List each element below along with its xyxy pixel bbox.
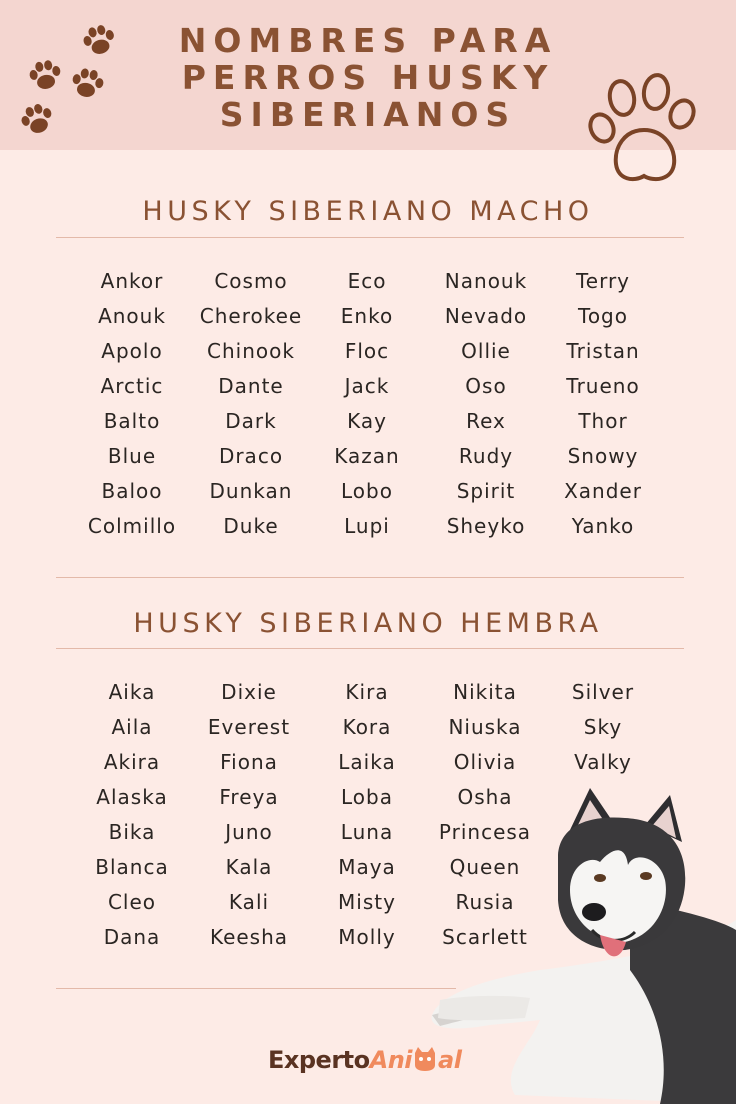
list-item: Rusia [455,890,515,914]
list-item: Luna [340,820,394,844]
list-item: Fiona [220,750,278,774]
list-item: Scarlett [442,925,528,949]
list-item: Niuska [448,715,522,739]
section-title-hembra: HUSKY SIBERIANO HEMBRA [133,608,603,639]
logo-text-part-1: Experto [268,1046,370,1074]
list-item: Togo [578,304,628,328]
list-item: Aika [108,680,156,704]
list-item: Enko [340,304,394,328]
husky-dog-illustration [420,770,736,1104]
experto-animal-logo [268,1046,461,1074]
list-item: Xander [564,479,642,503]
list-item: Laika [338,750,396,774]
list-item: Oso [465,374,507,398]
list-item: Arctic [100,374,164,398]
divider [56,577,684,578]
paw-print-icon [67,65,106,102]
list-item: Nikita [453,680,517,704]
list-item: Colmillo [87,514,177,538]
list-item: Loba [341,785,393,809]
list-item: Rudy [458,444,514,468]
name-column [533,675,673,780]
list-item: Kala [225,855,273,879]
list-item: Kora [342,715,392,739]
page-title-line-1: NOMBRES PARA [178,21,558,60]
list-item: Nanouk [444,269,528,293]
list-item: Duke [223,514,279,538]
list-item: Maya [338,855,396,879]
list-item: Lobo [341,479,393,503]
list-item: Rex [466,409,506,433]
logo-text-part-2: Ani [369,1046,413,1074]
list-item: Alaska [96,785,168,809]
divider [56,648,684,649]
list-item: Dana [103,925,161,949]
list-item: Apolo [101,339,163,363]
section-title-macho: HUSKY SIBERIANO MACHO [142,196,594,227]
list-item: Molly [338,925,396,949]
list-item: Aila [111,715,153,739]
list-item: Tristan [566,339,640,363]
list-item: Sheyko [446,514,526,538]
list-item: Dunkan [209,479,293,503]
list-item: Draco [218,444,284,468]
list-item: Trueno [566,374,640,398]
list-item: Cosmo [214,269,288,293]
list-item: Spirit [456,479,516,503]
list-item: Valky [574,750,632,774]
list-item: Yanko [571,514,635,538]
list-item: Balto [103,409,161,433]
divider [56,237,684,238]
page-title-line-2: PERROS HUSKY [181,58,555,97]
list-item: Olivia [453,750,517,774]
list-item: Lupi [344,514,390,538]
list-item: Anouk [98,304,166,328]
page-title-line-3: SIBERIANOS [219,95,517,134]
list-item: Everest [207,715,291,739]
list-item: Freya [219,785,279,809]
list-item: Osha [457,785,513,809]
list-item: Dark [225,409,277,433]
paw-print-icon [584,68,700,190]
list-item: Akira [103,750,161,774]
list-item: Kira [345,680,389,704]
list-item: Terry [575,269,631,293]
list-item: Queen [449,855,521,879]
list-item: Jack [344,374,390,398]
list-item: Snowy [567,444,639,468]
list-item: Cherokee [199,304,303,328]
logo-text-part-3: al [438,1046,462,1074]
list-item: Blanca [95,855,169,879]
list-item: Kay [347,409,387,433]
list-item: Nevado [444,304,528,328]
list-item: Blue [107,444,157,468]
list-item: Keesha [209,925,289,949]
list-item: Kazan [334,444,400,468]
list-item: Eco [347,269,387,293]
list-item: Sky [583,715,623,739]
list-item: Princesa [438,820,532,844]
list-item: Dixie [221,680,277,704]
list-item: Dante [218,374,284,398]
list-item: Misty [338,890,396,914]
list-item: Chinook [207,339,295,363]
cat-face-icon [412,1047,438,1071]
divider [56,988,456,989]
list-item: Thor [578,409,628,433]
name-column [533,264,673,544]
list-item: Kali [228,890,270,914]
list-item: Ollie [461,339,511,363]
list-item: Juno [225,820,273,844]
list-item: Floc [344,339,390,363]
list-item: Baloo [101,479,163,503]
list-item: Silver [571,680,635,704]
list-item: Ankor [100,269,164,293]
list-item: Cleo [107,890,157,914]
list-item: Bika [108,820,156,844]
paw-print-icon [25,57,64,94]
